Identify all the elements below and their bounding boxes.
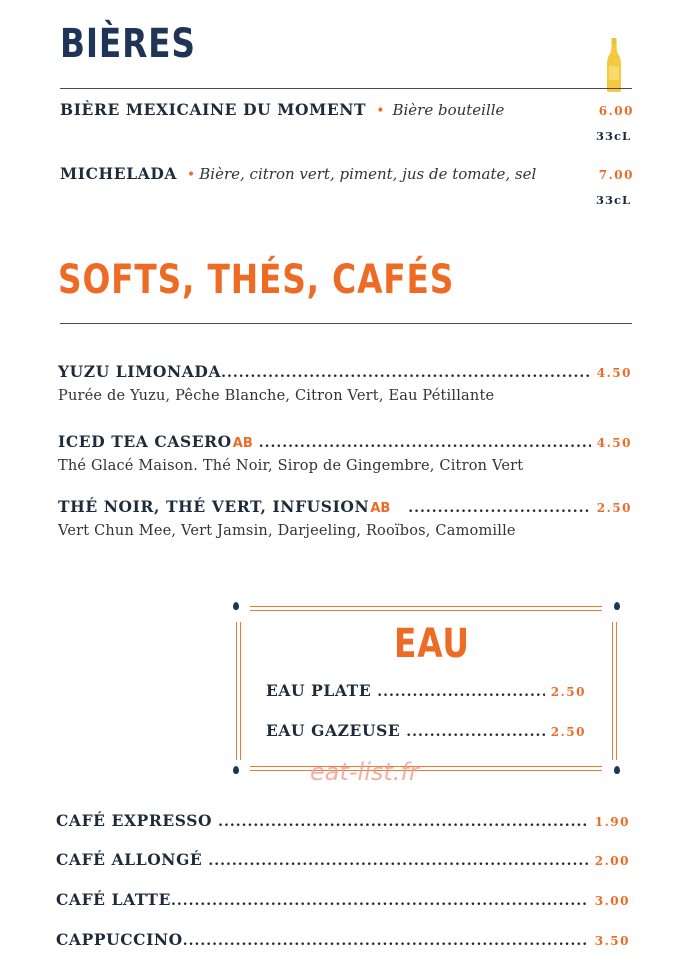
dot-leader	[171, 893, 589, 909]
item-name: ICED TEA CASERO	[58, 432, 232, 451]
item-price: 7.00	[598, 168, 634, 182]
list-item	[56, 930, 630, 949]
item-name: MICHELADA	[60, 164, 177, 183]
organic-ab-icon: AB	[232, 436, 253, 451]
item-description: Purée de Yuzu, Pêche Blanche, Citron Vert, Eau Pétillante	[58, 388, 495, 404]
list-item	[58, 432, 632, 451]
item-price: 2.00	[594, 854, 630, 868]
list-item	[58, 497, 632, 516]
corner-ornament	[233, 766, 239, 774]
item-price: 2.50	[596, 501, 632, 515]
dot-leader	[183, 933, 589, 949]
item-name: EAU GAZEUSE	[266, 721, 401, 740]
dot-leader	[218, 814, 589, 830]
list-item	[56, 811, 630, 830]
item-name: CAPPUCCINO	[56, 930, 183, 949]
watermark: eat-list.fr	[310, 758, 419, 786]
dot-leader	[221, 365, 591, 381]
item-volume: 33cL	[596, 129, 632, 143]
item-name: CAFÉ EXPRESSO	[56, 811, 213, 830]
corner-ornament	[614, 766, 620, 774]
dot-leader	[377, 684, 545, 700]
item-name: EAU PLATE	[266, 681, 372, 700]
corner-ornament	[233, 602, 239, 610]
list-item	[56, 890, 630, 909]
list-item	[266, 721, 586, 740]
list-item	[56, 850, 630, 869]
divider-softs	[60, 323, 632, 324]
list-item	[266, 681, 586, 700]
item-price: 2.50	[550, 725, 586, 739]
dot-leader	[408, 500, 590, 516]
dot-leader	[259, 435, 591, 451]
bullet-dot: •	[376, 103, 385, 119]
bullet-dot: •	[187, 167, 196, 183]
item-price: 3.00	[594, 894, 630, 908]
item-name: YUZU LIMONADA	[58, 362, 222, 381]
item-price: 3.50	[594, 934, 630, 948]
item-detail: Bière, citron vert, piment, jus de tomate, sel	[199, 165, 537, 183]
organic-ab-icon: AB	[370, 501, 391, 516]
item-price: 2.50	[550, 685, 586, 699]
item-detail: Bière bouteille	[392, 101, 505, 119]
list-item	[58, 362, 632, 381]
item-volume: 33cL	[596, 193, 632, 207]
beer-bottle-icon	[606, 38, 622, 92]
item-price: 4.50	[596, 436, 632, 450]
divider-bieres	[60, 88, 632, 89]
item-name: THÉ NOIR, THÉ VERT, INFUSION	[58, 497, 370, 516]
list-item	[60, 100, 634, 119]
item-price: 4.50	[596, 366, 632, 380]
item-price: 1.90	[594, 815, 630, 829]
item-name: BIÈRE MEXICAINE DU MOMENT	[60, 100, 367, 119]
section-title-softs: SOFTS, THÉS, CAFÉS	[58, 257, 455, 303]
item-name: CAFÉ ALLONGÉ	[56, 850, 203, 869]
dot-leader	[406, 724, 544, 740]
item-description: Thé Glacé Maison. Thé Noir, Sirop de Gingembre, Citron Vert	[58, 458, 524, 474]
section-title-bieres: BIÈRES	[60, 21, 196, 67]
item-description: Vert Chun Mee, Vert Jamsin, Darjeeling, Rooïbos, Camomille	[58, 523, 516, 539]
item-price: 6.00	[598, 104, 634, 118]
item-name: CAFÉ LATTE	[56, 890, 171, 909]
list-item	[60, 164, 634, 183]
section-title-eau: EAU	[394, 621, 470, 667]
dot-leader	[208, 853, 588, 869]
corner-ornament	[614, 602, 620, 610]
